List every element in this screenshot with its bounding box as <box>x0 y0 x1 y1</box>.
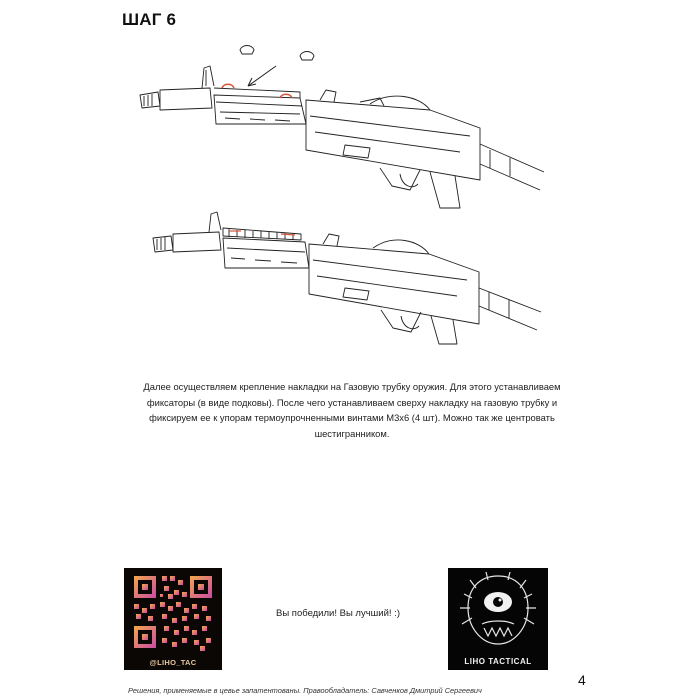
step-title: ШАГ 6 <box>122 10 177 29</box>
rifle-illustration-exploded <box>130 40 550 215</box>
rifle-line-drawing-top <box>130 40 550 215</box>
congrats-message: Вы победили! Вы лучший! :) <box>276 608 400 619</box>
rifle-line-drawing-bottom <box>145 208 545 348</box>
page-number: 4 <box>578 672 586 688</box>
monster-logo-icon <box>448 568 548 654</box>
qr-code-icon <box>124 568 222 654</box>
logo-text: LIHO TACTICAL <box>464 657 532 666</box>
footer-note: Решения, применяемые в цевье запатентованы. Правообладатель: Савченков Дмитрий Сергеевич <box>128 686 482 695</box>
brand-logo <box>448 568 548 670</box>
qr-code[interactable] <box>124 568 222 670</box>
rifle-illustration-assembled <box>145 208 545 348</box>
step-description: Далее осуществляем крепление накладки на Газовую трубку оружия. Для этого устанавливаем фиксаторы (в виде подковы). После чего устанавливаем сверху накладку на газовую трубку и фиксируем ее к упорам термоупрочненными винтами М3х6 (4 шт). Можно так же центровать шестигранником. <box>143 381 561 439</box>
qr-handle: @LIHO_TAC <box>149 658 197 667</box>
